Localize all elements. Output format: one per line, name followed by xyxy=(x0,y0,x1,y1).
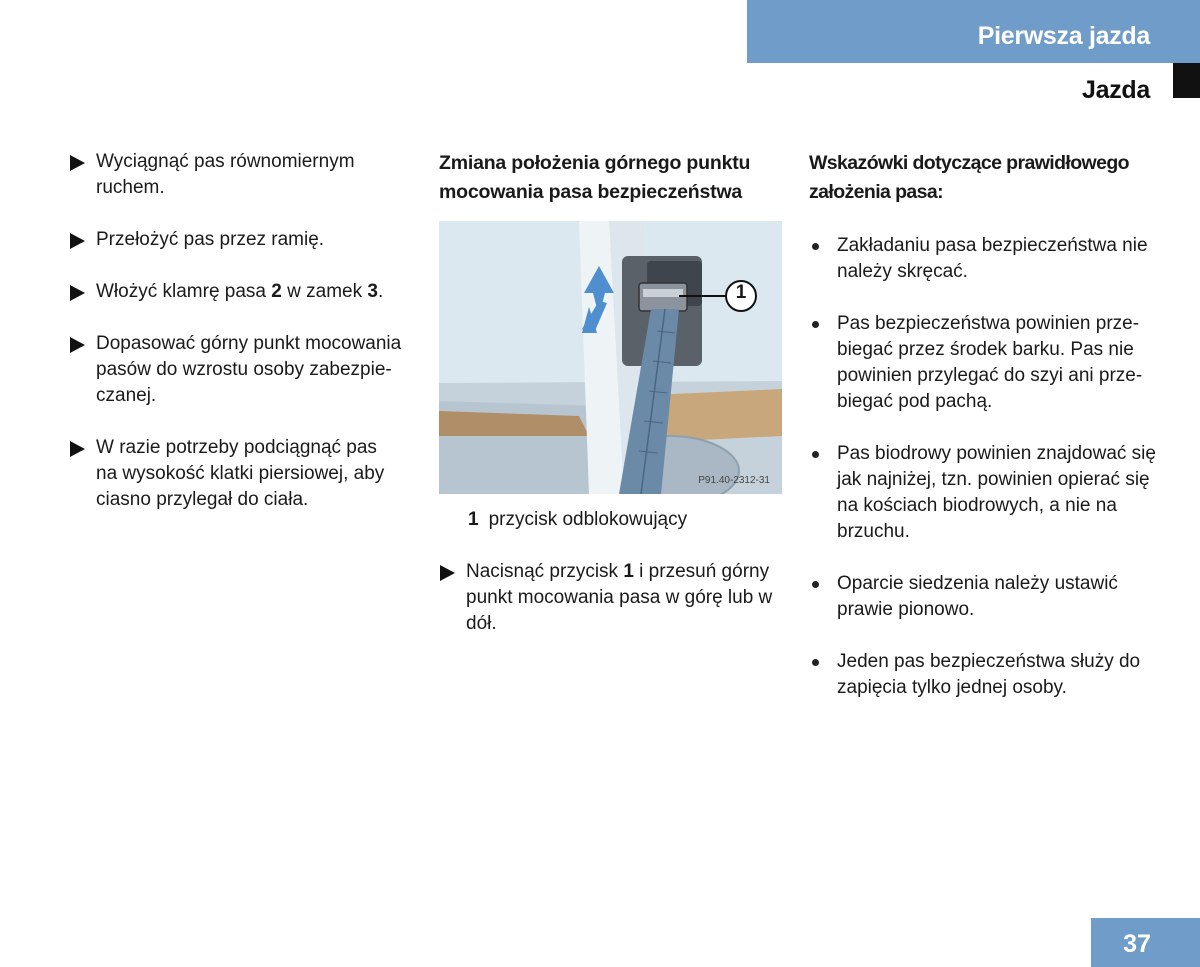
step-text: w zamek xyxy=(281,281,368,302)
step-text: W razie potrzeby podciągnąć pas na wysokość klatki piersiowej, aby ciasno przylegał do ciała. xyxy=(96,437,385,510)
bullet-text: Pas bezpieczeństwa powinien prze-biegać przez środek barku. Pas nie powinien przylegać do szyi ani prze-biegać pod pachą. xyxy=(837,313,1143,412)
hint-bullet xyxy=(809,441,1159,545)
step-item xyxy=(70,331,416,409)
step-text: Włożyć klamrę pasa xyxy=(96,281,272,302)
step-text: Wyciągnąć pas równomiernym ruchem. xyxy=(96,151,355,198)
figure-code: P91.40-2312-31 xyxy=(698,475,770,486)
step-arrow-icon xyxy=(70,337,85,353)
middle-step-block xyxy=(440,559,785,637)
hint-bullet xyxy=(809,233,1159,285)
step-ref-number: 2 xyxy=(271,281,282,302)
step-ref-number: 1 xyxy=(623,561,634,582)
thumb-tab-marker xyxy=(1173,63,1200,98)
right-column xyxy=(809,149,1159,701)
page-number-box xyxy=(1091,918,1200,967)
legend-text: przycisk odblokowujący xyxy=(488,509,688,530)
step-text: . xyxy=(377,281,384,302)
step-item xyxy=(70,149,386,201)
bullet-text: Oparcie siedzenia należy ustawić prawie pionowo. xyxy=(837,573,1118,620)
section-title: Pierwsza jazda xyxy=(977,22,1150,50)
step-text: Dopasować górny punkt mocowania pasów do wzrostu osoby zabezpie-czanej. xyxy=(96,333,402,406)
step-text: Przełożyć pas przez ramię. xyxy=(96,229,325,250)
figure-callout-number: 1 xyxy=(735,282,747,303)
belt-height-figure xyxy=(439,221,782,494)
bullet-text: Pas biodrowy powinien znajdować się jak najniżej, tzn. powinien opierać się na kościach biodrowych, a nie na brzuchu. xyxy=(837,443,1156,542)
step-item xyxy=(70,279,415,305)
middle-heading: Zmiana położenia górnego punktu mocowania pasa bezpieczeństwa xyxy=(439,152,751,203)
page-number: 37 xyxy=(1123,930,1151,958)
hint-bullet xyxy=(809,571,1159,623)
middle-heading-block xyxy=(439,149,784,207)
subsection-title: Jazda xyxy=(1082,76,1150,104)
step-arrow-icon xyxy=(70,233,85,249)
bullet-text: Zakładaniu pasa bezpieczeństwa nie należy skręcać. xyxy=(837,235,1148,282)
step-ref-number: 3 xyxy=(367,281,378,302)
bullet-text: Jeden pas bezpieczeństwa służy do zapięcia tylko jednej osoby. xyxy=(837,651,1141,698)
step-text: Nacisnąć przycisk xyxy=(466,561,624,582)
bullet-dot-icon xyxy=(812,581,819,588)
step-arrow-icon xyxy=(70,285,85,301)
bullet-dot-icon xyxy=(812,321,819,328)
legend-number: 1 xyxy=(468,509,479,530)
right-heading: Wskazówki dotyczące prawidłowego założenia pasa: xyxy=(809,152,1129,203)
step-arrow-icon xyxy=(70,155,85,171)
step-arrow-icon xyxy=(440,565,455,581)
bullet-dot-icon xyxy=(812,451,819,458)
belt-illustration xyxy=(439,221,782,494)
hint-bullet xyxy=(809,311,1159,415)
bullet-dot-icon xyxy=(812,243,819,250)
step-item xyxy=(70,227,415,253)
bullet-dot-icon xyxy=(812,659,819,666)
hint-bullet xyxy=(809,649,1159,701)
left-column xyxy=(70,149,415,513)
step-item xyxy=(70,435,396,513)
step-text: i przesuń górny punkt mocowania pasa w górę lub w dół. xyxy=(466,561,773,634)
figure-legend xyxy=(468,507,687,533)
step-item xyxy=(440,559,786,637)
step-arrow-icon xyxy=(70,441,85,457)
